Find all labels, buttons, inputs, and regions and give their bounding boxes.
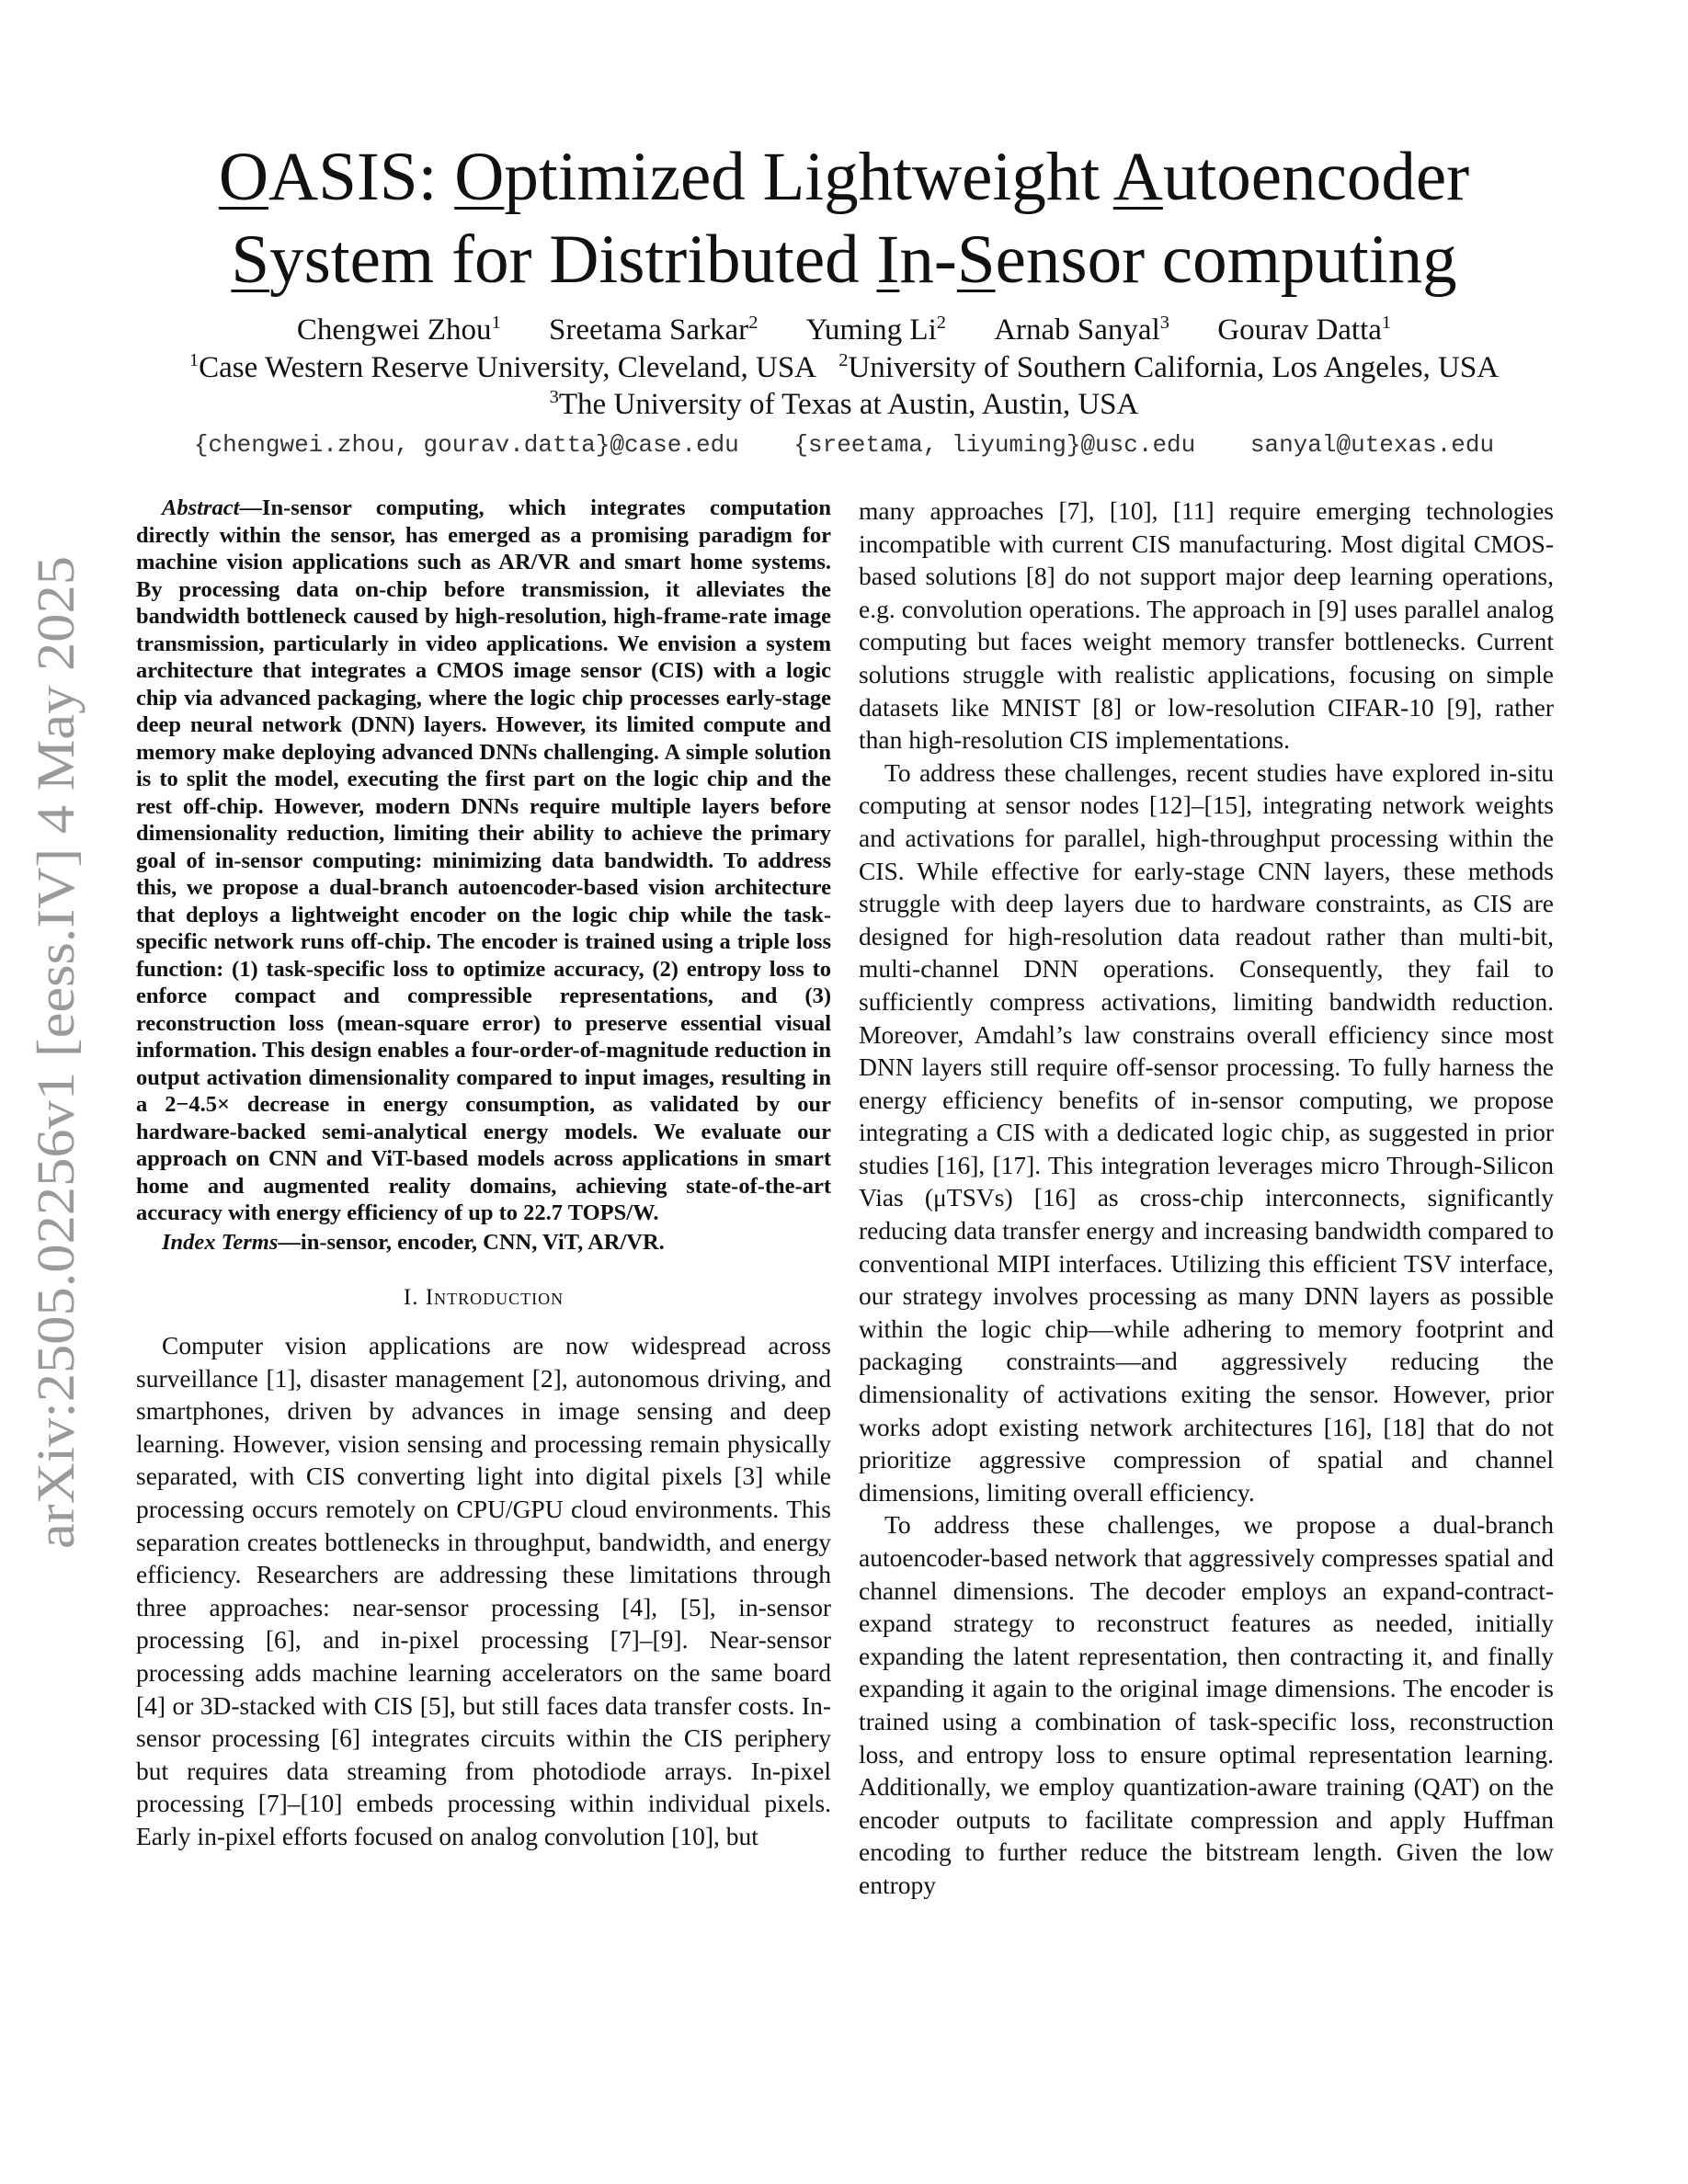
right-column (859, 495, 1554, 1902)
abstract-label: Abstract (162, 495, 240, 520)
author-list (129, 311, 1559, 349)
author-name: Gourav Datta (1217, 313, 1382, 347)
title-underlined-letter: A (1112, 139, 1163, 215)
arxiv-stamp-text: arXiv:2505.02256v1 [eess.IV] 4 May 2025 (26, 628, 86, 1549)
author-name: Chengwei Zhou (296, 313, 492, 347)
title-segment: ensor computing (995, 222, 1457, 298)
title-segment: n- (899, 222, 957, 298)
title-underlined-letter: O (218, 139, 269, 215)
affiliation (550, 388, 1139, 421)
author (549, 313, 758, 347)
body-paragraph: To address these challenges, we propose a dual-branch autoencoder-based network that aggressively compresses spatial and channel dimensions. The decoder employs an expand-contract-expand strategy to reconstruct features as needed, initially expanding the latent representation, then contracting it, and finally expanding it again to the original image dimensions. The encoder is trained using a combination of task-specific loss, reconstruction loss, and entropy loss to ensure optimal representation learning. Additionally, we employ quantization-aware training (QAT) on the encoder outputs to facilitate compression and apply Huffman encoding to further reduce the bitstream length. Given the low entropy (859, 1510, 1554, 1899)
email: sanyal@utexas.edu (1249, 431, 1495, 459)
affiliation-mark: 2 (838, 350, 849, 370)
title-segment: ASIS: (268, 139, 455, 215)
index-terms-label: Index Terms (162, 1229, 279, 1255)
title-underlined-letter: I (876, 222, 900, 298)
title-underlined-letter: S (956, 222, 996, 298)
title-underlined-letter: O (454, 139, 505, 215)
abstract-text: —In-sensor computing, which integrates computation directly within the sensor, has emerged as a promising paradigm for machine vision applications such as AR/VR and smart home systems. By processing data on-chip before transmission, it alleviates the bandwidth bottleneck caused by high-resolution, high-frame-rate image transmission, particularly in video applications. We envision a system architecture that integrates a CMOS image sensor (CIS) with a logic chip via advanced packaging, where the logic chip processes early-stage deep neural network (DNN) layers. However, its limited compute and memory make deploying advanced DNNs challenging. A simple solution is to split the model, executing the first part on the logic chip and the rest off-chip. However, modern DNNs require multiple layers before dimensionality reduction, limiting their ability to achieve the primary goal of in-sensor computing: minimizing data bandwidth. To address this, we propose a dual-branch autoencoder-based vision architecture that deploys a lightweight encoder on the logic chip while the task-specific network runs off-chip. The encoder is trained using a triple loss function: (1) task-specific loss to optimize accuracy, (2) entropy loss to enforce compact and compressible representations, and (3) reconstruction loss (mean-square error) to preserve essential visual information. This design enables a four-order-of-magnitude reduction in output activation dimensionality compared to input images, resulting in a 2−4.5× decrease in energy consumption, as validated by our hardware-backed semi-analytical energy models. We evaluate our approach on CNN and ViT-based models across applications in smart home and augmented reality domains, achieving state-of-the-art accuracy with energy efficiency of up to 22.7 TOPS/W. (136, 495, 831, 1225)
affiliation-text: Case Western Reserve University, Cleveland, USA (199, 351, 816, 384)
affiliation-mark: 3 (549, 387, 559, 407)
email: {chengwei.zhou, gourav.datta}@case.edu (193, 431, 739, 459)
title-segment: ystem for Distributed (269, 222, 877, 298)
section-heading-introduction (136, 1285, 831, 1311)
author-affil-mark: 1 (491, 313, 501, 333)
section-numeral: I. (403, 1285, 426, 1310)
author-affil-mark: 2 (748, 313, 758, 333)
title-line-1 (129, 136, 1559, 219)
author-name: Sreetama Sarkar (549, 313, 749, 347)
author-affil-mark: 1 (1381, 313, 1392, 333)
affiliation-mark: 1 (188, 350, 200, 370)
section-title: Introduction (425, 1285, 565, 1310)
body-paragraph: many approaches [7], [10], [11] require emerging technologies incompatible with current CIS manufacturing. Most digital CMOS-based solutions [8] do not support major deep learning operations, e.g. convolution operations. The approach in [9] uses parallel analog computing but faces weight memory transfer bottlenecks. Current solutions struggle with realistic applications, focusing on simple datasets like MNIST [8] or low-resolution CIFAR-10 [9], rather than high-resolution CIS implementations. (859, 496, 1554, 755)
email: {sreetama, liyuming}@usc.edu (793, 431, 1196, 459)
affiliation-line-2 (129, 386, 1559, 423)
email-list (129, 428, 1559, 461)
affiliation-text: The University of Texas at Austin, Austin, USA (558, 388, 1139, 421)
index-terms-text: —in-sensor, encoder, CNN, ViT, AR/VR. (278, 1229, 665, 1255)
paper-header (129, 136, 1559, 461)
left-column (136, 495, 831, 1853)
author (297, 313, 501, 347)
paper-title (129, 136, 1559, 301)
author-name: Arnab Sanyal (994, 313, 1160, 347)
title-segment: utoencoder (1162, 139, 1470, 215)
body-paragraph: Computer vision applications are now widespread across surveillance [1], disaster management [2], autonomous driving, and smartphones, driven by advances in image sensing and deep learning. However, vision sensing and processing remain physically separated, with CIS converting light into digital pixels [3] while processing occurs remotely on CPU/GPU cloud environments. This separation creates bottlenecks in throughput, bandwidth, and energy efficiency. Researchers are addressing these limitations through three approaches: near-sensor processing [4], [5], in-sensor processing [6], and in-pixel processing [7]–[9]. Near-sensor processing adds machine learning accelerators on the same board [4] or 3D-stacked with CIS [5], but still faces data transfer costs. In-sensor processing [6] integrates circuits within the CIS periphery but requires data streaming from photodiode arrays. In-pixel processing [7]–[10] embeds processing within individual pixels. Early in-pixel efforts focused on analog convolution [10], but (136, 1331, 831, 1850)
index-terms (136, 1229, 831, 1257)
body-paragraph: To address these challenges, recent studies have explored in-situ computing at sensor nodes [12]–[15], integrating network weights and activations for parallel, high-throughput processing within the CIS. While effective for early-stage CNN layers, these methods struggle with deep layers due to hardware constraints, as CIS are designed for high-resolution data readout rather than multi-bit, multi-channel DNN operations. Consequently, they fail to sufficiently compress activations, limiting bandwidth reduction. Moreover, Amdahl’s law constrains overall efficiency since most DNN layers still require off-sensor processing. To fully harness the energy efficiency benefits of in-sensor computing, we propose integrating a CIS with a dedicated logic chip, as suggested in prior studies [16], [17]. This integration leverages micro Through-Silicon Vias (μTSVs) [16] as cross-chip interconnects, significantly reducing data transfer energy and increasing bandwidth compared to conventional MIPI interfaces. Utilizing this efficient TSV interface, our strategy involves processing as many DNN layers as possible within the logic chip—while adhering to memory footprint and packaging constraints—and aggressively reducing the dimensionality of activations exiting the sensor. However, prior works adopt existing network architectures [16], [18] that do not prioritize aggressive compression of spatial and channel dimensions, limiting overall efficiency. (859, 757, 1554, 1507)
author (1217, 313, 1391, 347)
author-name: Yuming Li (805, 313, 937, 347)
affiliation (189, 351, 816, 384)
title-underlined-letter: S (231, 222, 270, 298)
title-line-2 (129, 219, 1559, 301)
affiliation-text: University of Southern California, Los Angeles, USA (848, 351, 1500, 384)
affiliation (838, 351, 1499, 384)
affiliation-line-1 (129, 349, 1559, 386)
author (806, 313, 946, 347)
arxiv-side-stamp (0, 552, 92, 1563)
author (994, 313, 1169, 347)
author-affil-mark: 3 (1159, 313, 1169, 333)
author-affil-mark: 2 (936, 313, 946, 333)
title-segment: ptimized Lightweight (504, 139, 1113, 215)
abstract (136, 495, 831, 1227)
